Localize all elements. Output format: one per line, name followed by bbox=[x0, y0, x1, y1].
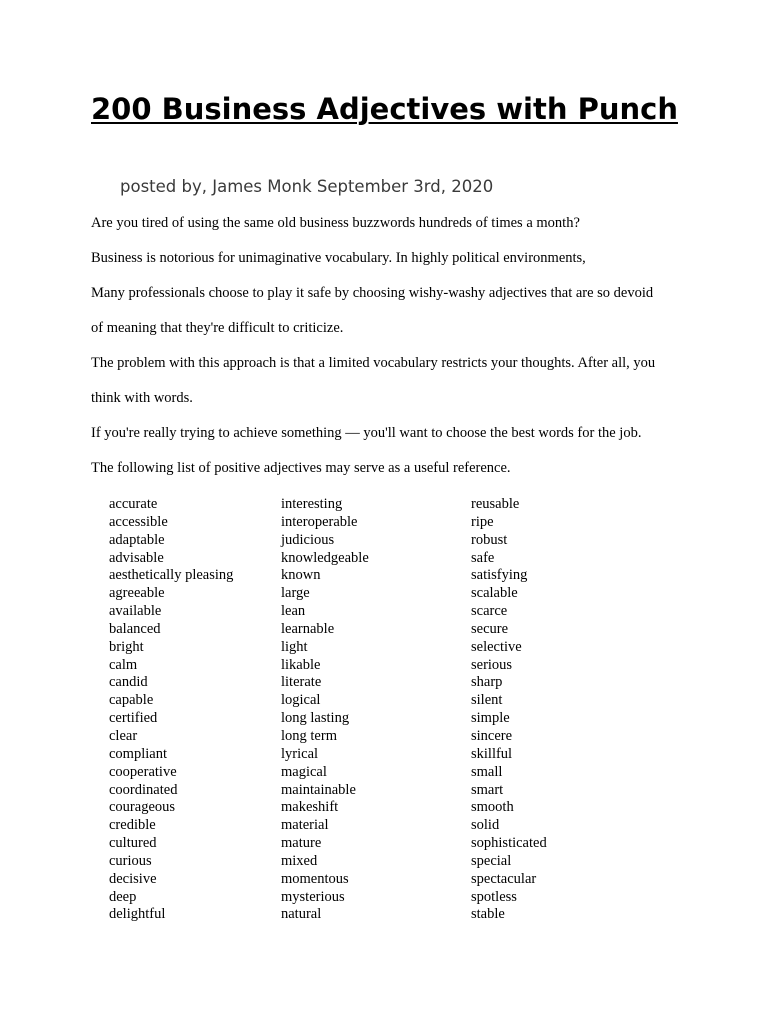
adjective-column-1 bbox=[109, 496, 233, 924]
adjective-list-item: mature bbox=[281, 835, 322, 852]
adjective-list-item: natural bbox=[281, 906, 322, 923]
paragraph: Business is notorious for unimaginative vocabulary. In highly political environments, bbox=[91, 250, 586, 266]
adjective-list-item: knowledgeable bbox=[281, 549, 369, 566]
adjective-column-2 bbox=[281, 496, 369, 924]
adjective-list-item: scarce bbox=[471, 603, 508, 620]
adjective-list-item: long term bbox=[281, 727, 337, 744]
adjective-list-item: sincere bbox=[471, 727, 513, 744]
adjective-list-item: learnable bbox=[281, 620, 335, 637]
adjective-list-item: momentous bbox=[281, 870, 349, 887]
adjective-list-item: safe bbox=[471, 549, 495, 566]
adjective-list-item: mysterious bbox=[281, 888, 345, 905]
adjective-list-item: material bbox=[281, 817, 329, 834]
adjective-list-item: advisable bbox=[109, 549, 164, 566]
adjective-list-item: smart bbox=[471, 781, 504, 798]
paragraph: Many professionals choose to play it safe by choosing wishy-washy adjectives that are so devoid bbox=[91, 285, 654, 301]
adjective-list-item: capable bbox=[109, 692, 154, 709]
adjective-list-item: light bbox=[281, 638, 308, 655]
paragraph: If you're really trying to achieve something — you'll want to choose the best words for the job. bbox=[91, 425, 642, 441]
adjective-list-item: adaptable bbox=[109, 531, 165, 548]
paragraph: of meaning that they're difficult to criticize. bbox=[91, 320, 344, 336]
adjective-list-item: selective bbox=[471, 638, 522, 655]
adjective-list-item: interesting bbox=[281, 496, 343, 512]
adjective-list-item: interoperable bbox=[281, 513, 358, 530]
adjective-list-item: sophisticated bbox=[471, 835, 547, 852]
adjective-list-item: bright bbox=[109, 638, 144, 655]
adjective-list-item: decisive bbox=[109, 870, 157, 887]
adjective-list-item: secure bbox=[471, 620, 509, 637]
adjective-list-item: maintainable bbox=[281, 781, 356, 798]
adjective-list-item: robust bbox=[471, 531, 508, 548]
adjective-list-item: calm bbox=[109, 656, 138, 673]
adjective-list-item: spectacular bbox=[471, 870, 537, 887]
article-title: 200 Business Adjectives with Punch bbox=[91, 92, 678, 126]
adjective-list-item: ripe bbox=[471, 513, 494, 530]
adjective-list-item: simple bbox=[471, 710, 510, 727]
adjective-list-item: small bbox=[471, 763, 503, 780]
adjective-list-item: balanced bbox=[109, 620, 161, 637]
adjective-list-item: reusable bbox=[471, 496, 520, 512]
adjective-list-item: satisfying bbox=[471, 567, 528, 584]
adjective-list-item: deep bbox=[109, 888, 137, 905]
adjective-list-item: magical bbox=[281, 763, 327, 780]
adjective-list-item: spotless bbox=[471, 888, 517, 905]
adjective-list-item: long lasting bbox=[281, 710, 350, 727]
adjective-list-item: cooperative bbox=[109, 763, 177, 780]
article-byline: posted by, James Monk September 3rd, 2020 bbox=[120, 177, 494, 196]
adjective-list-item: makeshift bbox=[281, 799, 339, 816]
adjective-list-item: literate bbox=[281, 674, 322, 691]
adjective-list-item: special bbox=[471, 852, 512, 869]
paragraph: The problem with this approach is that a limited vocabulary restricts your thoughts. After all, you bbox=[91, 355, 656, 371]
adjective-list-item: large bbox=[281, 585, 310, 602]
adjective-list-item: sharp bbox=[471, 674, 503, 691]
paragraph: Are you tired of using the same old business buzzwords hundreds of times a month? bbox=[91, 215, 580, 231]
paragraph: The following list of positive adjectives may serve as a useful reference. bbox=[91, 460, 511, 476]
adjective-list-item: compliant bbox=[109, 745, 167, 762]
adjective-list-item: silent bbox=[471, 692, 503, 709]
adjective-list-item: scalable bbox=[471, 585, 518, 602]
adjective-list-item: clear bbox=[109, 727, 138, 744]
adjective-list-item: stable bbox=[471, 906, 505, 923]
adjective-list-item: certified bbox=[109, 710, 158, 727]
adjective-list-item: curious bbox=[109, 852, 152, 869]
adjective-list-item: coordinated bbox=[109, 781, 178, 798]
adjective-list-item: skillful bbox=[471, 745, 513, 762]
adjective-list-item: smooth bbox=[471, 799, 514, 816]
adjective-list-item: credible bbox=[109, 817, 156, 834]
paragraph: think with words. bbox=[91, 390, 193, 406]
adjective-list-item: solid bbox=[471, 817, 500, 834]
adjective-list-item: accurate bbox=[109, 496, 158, 512]
adjective-list-item: candid bbox=[109, 674, 148, 691]
adjective-list-item: mixed bbox=[281, 852, 318, 869]
adjective-list-item: agreeable bbox=[109, 585, 165, 602]
adjective-list-item: aesthetically pleasing bbox=[109, 567, 234, 584]
adjective-list-item: judicious bbox=[281, 531, 335, 548]
adjective-list-item: lyrical bbox=[281, 745, 319, 762]
adjective-list-item: courageous bbox=[109, 799, 176, 816]
adjective-list-item: serious bbox=[471, 656, 513, 673]
adjective-list-item: accessible bbox=[109, 513, 168, 530]
adjective-list-item: delightful bbox=[109, 906, 166, 923]
adjective-list-item: available bbox=[109, 603, 162, 620]
adjective-list-item: logical bbox=[281, 692, 321, 709]
adjective-list-item: likable bbox=[281, 656, 321, 673]
adjective-column-3 bbox=[471, 496, 547, 924]
adjective-list-item: known bbox=[281, 567, 321, 584]
adjective-list-item: cultured bbox=[109, 835, 157, 852]
adjective-list-item: lean bbox=[281, 603, 306, 620]
